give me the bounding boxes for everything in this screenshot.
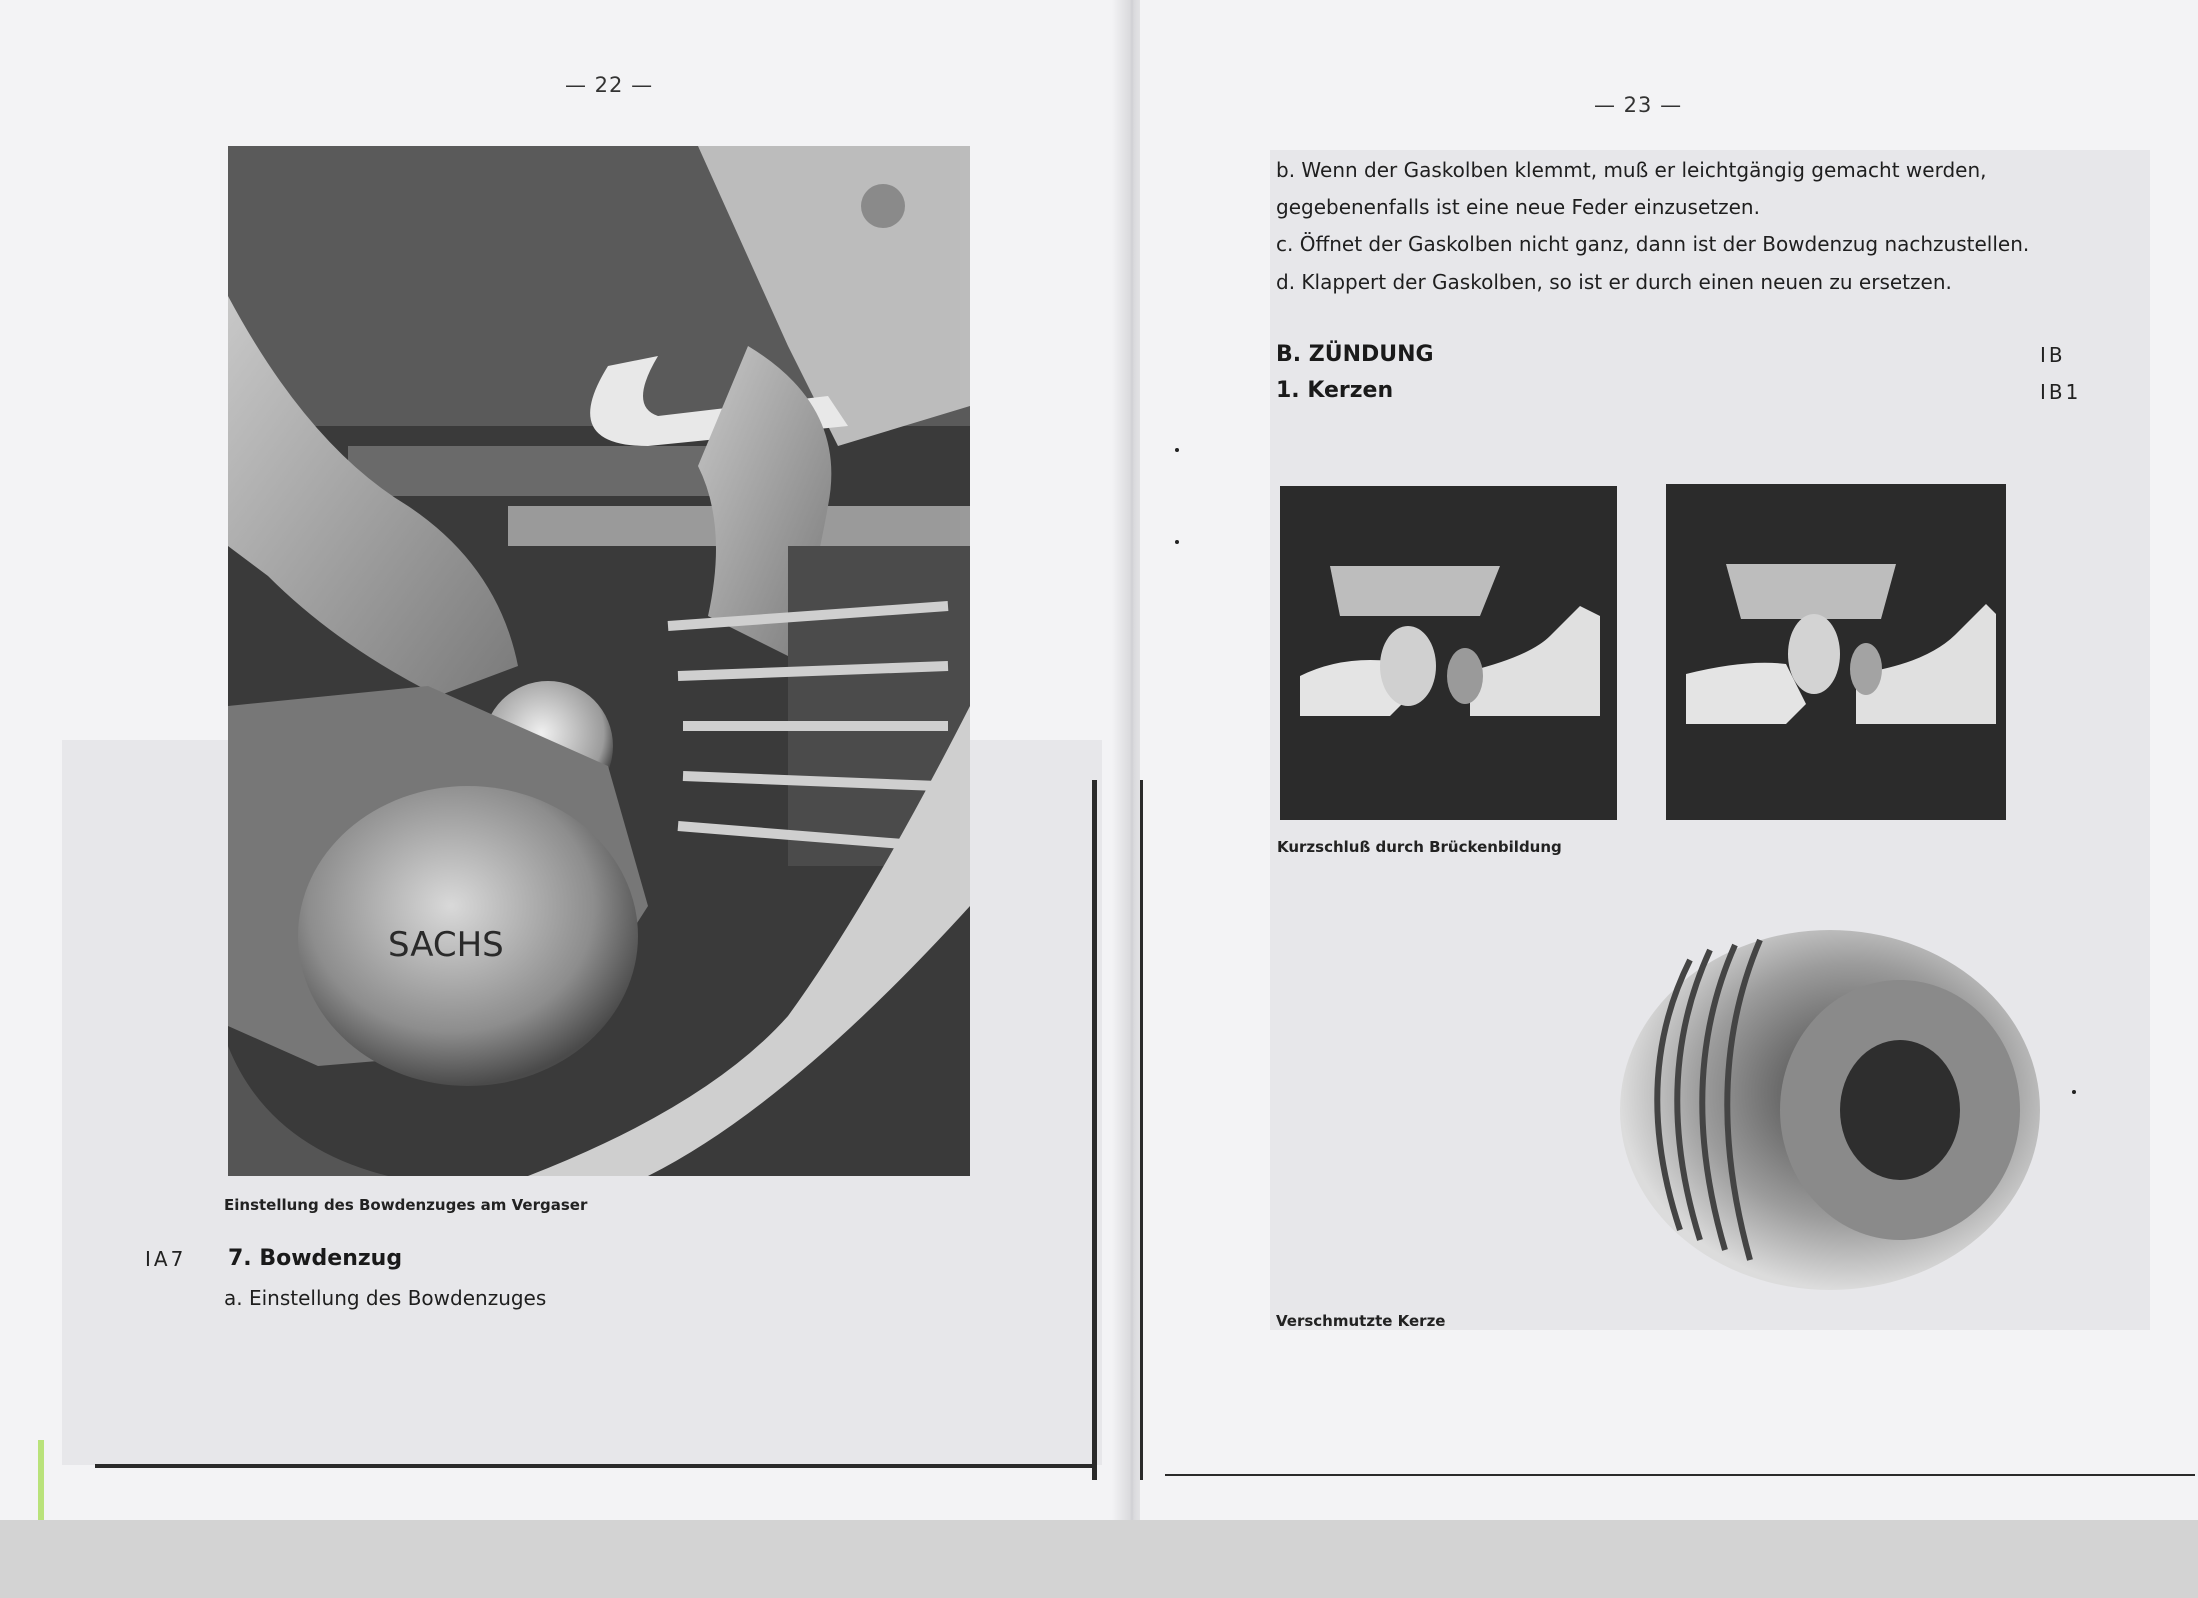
paragraph-d: d. Klappert der Gaskolben, so ist er durch einen neuen zu ersetzen.: [1276, 270, 1952, 294]
dirty-spark-plug-drawing: [1570, 900, 2150, 1340]
page-number: — 23 —: [1594, 93, 1683, 117]
paragraph-c: c. Öffnet der Gaskolben nicht ganz, dann ist der Bowdenzug nachzustellen.: [1276, 232, 2030, 256]
spark-plug-photo-right-drawing: [1666, 484, 2006, 820]
scan-speck: [1175, 540, 1179, 544]
page-edge: [38, 1440, 44, 1520]
bottom-rule: [95, 1464, 1095, 1468]
section-heading: B. ZÜNDUNG: [1276, 342, 1434, 367]
left-page: [0, 0, 1125, 1520]
dirty-spark-plug-photo: [1570, 900, 2150, 1340]
subsection-code: IB1: [2040, 380, 2082, 404]
inner-rule: [1140, 780, 1143, 1480]
caption-dirty: Verschmutzte Kerze: [1276, 1312, 1446, 1330]
subsection-heading: 1. Kerzen: [1276, 378, 1394, 403]
spark-plug-photo-left-drawing: [1280, 486, 1617, 820]
inner-rule: [1092, 780, 1097, 1480]
paragraph-b: b. Wenn der Gaskolben klemmt, muß er leichtgängig gemacht werden,: [1276, 158, 1987, 182]
subsection-text: a. Einstellung des Bowdenzuges: [224, 1286, 547, 1310]
right-page: [1140, 0, 2198, 1520]
scan-speck: [1175, 448, 1179, 452]
page-number: — 22 —: [565, 73, 654, 97]
section-heading: 7. Bowdenzug: [228, 1246, 403, 1271]
photo-caption: Einstellung des Bowdenzuges am Vergaser: [224, 1196, 588, 1214]
paragraph-b-cont: gegebenenfalls ist eine neue Feder einzusetzen.: [1276, 195, 1760, 219]
scan-speck: [2072, 1090, 2076, 1094]
sachs-logo: SACHS: [388, 925, 504, 965]
caption-bridge: Kurzschluß durch Brückenbildung: [1277, 838, 1562, 856]
bottom-rule: [1165, 1474, 2195, 1476]
spark-plug-photo-left: [1280, 486, 1617, 820]
spark-plug-photo-right: [1666, 484, 2006, 820]
carburetor-photo: [228, 146, 970, 1176]
section-code: IB: [2040, 343, 2066, 367]
section-code: IA7: [145, 1247, 187, 1271]
carburetor-photo-drawing: [228, 146, 970, 1176]
